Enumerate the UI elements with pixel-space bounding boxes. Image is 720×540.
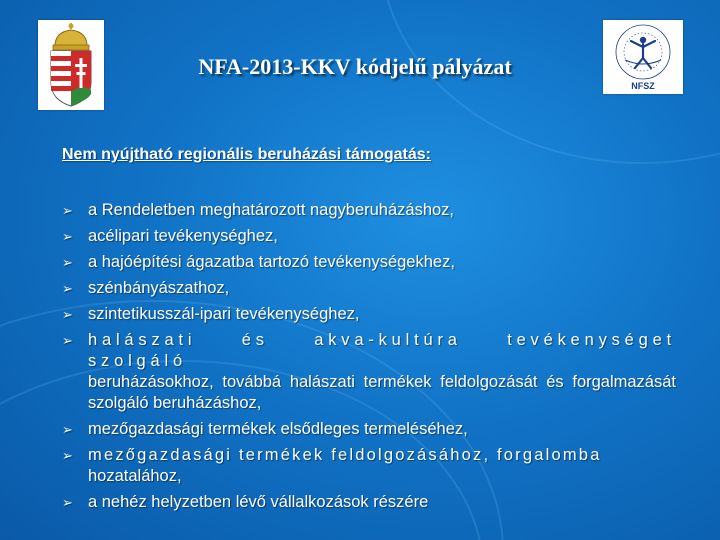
arrow-bullet-icon: ➢ <box>62 229 73 244</box>
coat-of-arms-logo <box>38 20 104 110</box>
list-item-text: szintetikusszál-ipari tevékenységhez, <box>88 305 360 323</box>
list-item <box>62 252 676 273</box>
list-item <box>62 200 676 221</box>
list-item <box>62 419 676 440</box>
list-item <box>62 304 676 325</box>
arrow-bullet-icon: ➢ <box>62 281 73 296</box>
list-item <box>62 445 676 487</box>
nfsz-logo <box>603 20 683 94</box>
list-item-text: szénbányászathoz, <box>88 279 230 297</box>
arrow-bullet-icon: ➢ <box>62 333 73 348</box>
arrow-bullet-icon: ➢ <box>62 307 73 322</box>
arrow-bullet-icon: ➢ <box>62 255 73 270</box>
coat-of-arms-icon <box>38 20 104 110</box>
list-item-text: a nehéz helyzetben lévő vállalkozások részére <box>88 493 429 511</box>
bullet-list <box>62 200 676 518</box>
list-item-text: acélipari tevékenységhez, <box>88 227 278 245</box>
slide-title: NFA-2013-KKV kódjelű pályázat <box>198 54 512 79</box>
arrow-bullet-icon: ➢ <box>62 448 73 463</box>
list-item <box>62 330 676 414</box>
list-item-text-line1: halászati és akva-kultúra tevékenységet szolgáló <box>88 331 676 370</box>
list-item-text: a hajóépítési ágazatba tartozó tevékenységekhez, <box>88 253 455 271</box>
list-item-text-rest: beruházásokhoz, továbbá halászati termékek feldolgozását és forgalmazását szolgáló beruházáshoz, <box>88 373 676 412</box>
section-heading: Nem nyújtható regionális beruházási támogatás: <box>62 146 431 163</box>
arrow-bullet-icon: ➢ <box>62 422 73 437</box>
nfsz-icon <box>603 20 683 94</box>
list-item <box>62 492 676 513</box>
nfsz-text: NFSZ <box>631 81 655 91</box>
arrow-bullet-icon: ➢ <box>62 203 73 218</box>
list-item-text: mezőgazdasági termékek elsődleges termeléséhez, <box>88 420 468 438</box>
list-item <box>62 226 676 247</box>
list-item-text: a Rendeletben meghatározott nagyberuházáshoz, <box>88 201 455 219</box>
list-item-text-line1: mezőgazdasági termékek feldolgozásához, forgalomba <box>88 446 602 464</box>
list-item-text-rest: hozatalához, <box>88 467 182 485</box>
list-item <box>62 278 676 299</box>
arrow-bullet-icon: ➢ <box>62 495 73 510</box>
